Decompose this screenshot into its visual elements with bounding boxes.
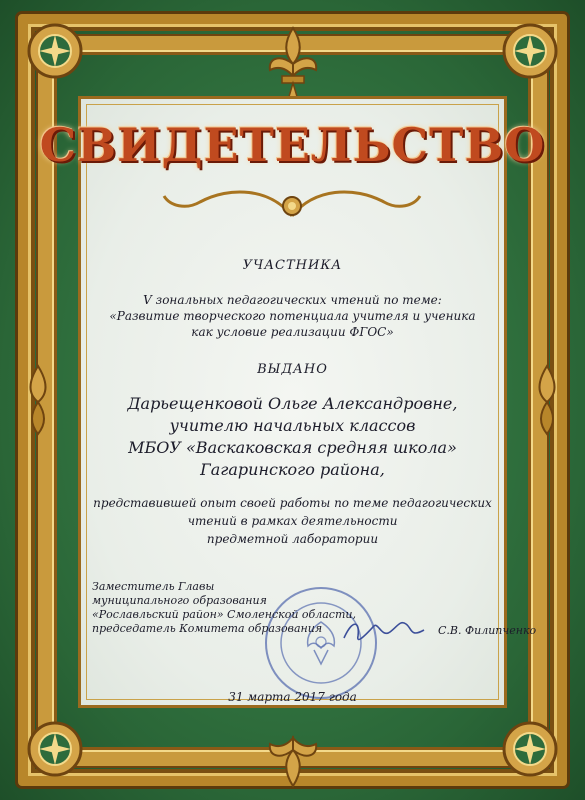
event-line: «Развитие творческого потенциала учителя и ученика (109, 309, 476, 323)
issued-label: ВЫДАНО (257, 362, 328, 377)
event-line: как условие реализации ФГОС» (191, 325, 394, 339)
certificate-title: СВИДЕТЕЛЬСТВО (39, 118, 546, 172)
recipient-line: Дарьещенковой Ольге Александровне, (127, 394, 458, 413)
recipient-role: УЧАСТНИКА (242, 258, 343, 273)
fleur-de-lis-ornament-top (262, 24, 324, 104)
signatory-name: С.В. Филипченко (438, 624, 537, 637)
corner-ornament-bottom-right (495, 714, 565, 784)
corner-ornament-top-left (20, 16, 90, 86)
signatory-block (92, 580, 356, 636)
fleur-de-lis-ornament-bottom (262, 720, 324, 790)
title-flourish (150, 176, 435, 226)
recipient-line: Гагаринского района, (200, 460, 385, 479)
corner-ornament-top-right (495, 16, 565, 86)
description-line: предметной лаборатории (206, 532, 379, 546)
description-line: представившей опыт своей работы по теме педагогических (93, 496, 492, 510)
description-line: чтений в рамках деятельности (187, 514, 398, 528)
signatory-line: председатель Комитета образования (92, 622, 323, 635)
recipient-line: МБОУ «Васкаковская средняя школа» (128, 438, 457, 457)
signatory-line: муниципального образования (92, 594, 267, 607)
corner-ornament-bottom-left (20, 714, 90, 784)
signatory-line: Заместитель Главы (92, 580, 215, 593)
signatory-line: «Рославльский район» Смоленской области, (92, 608, 356, 621)
issue-date: 31 марта 2017 года (228, 690, 357, 704)
event-line: V зональных педагогических чтений по теме: (143, 293, 442, 307)
recipient-line: учителю начальных классов (169, 416, 416, 435)
